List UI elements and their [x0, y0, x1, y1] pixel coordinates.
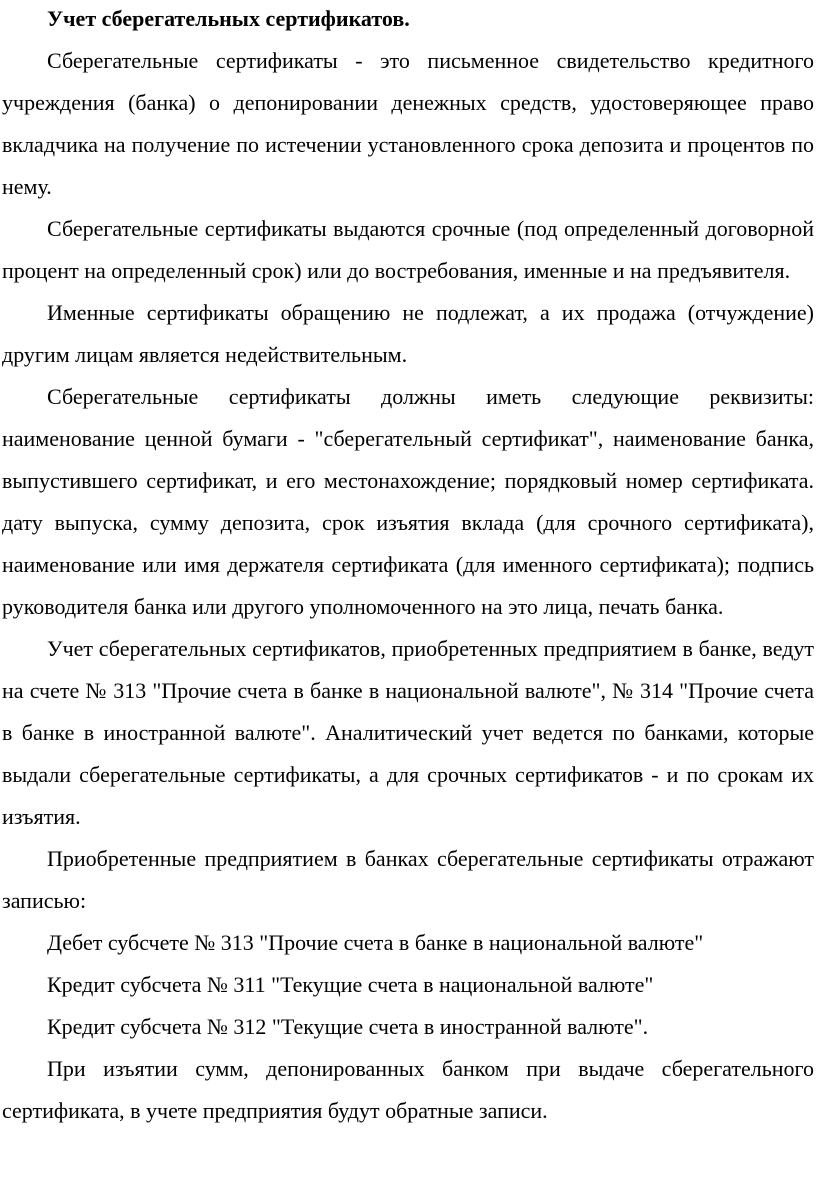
- entry-debit-313: Дебет субсчете № 313 "Прочие счета в банке в национальной валюте": [47, 930, 704, 955]
- paragraph-types: Сберегательные сертификаты выдаются срочные (под определенный договорной процент на определенный срок) или до востребования, именные и на предъявителя.: [2, 216, 814, 283]
- paragraph-requisites: Сберегательные сертификаты должны иметь следующие реквизиты: наименование ценной бумаги - "сберегательный сертификат", наименование банка, выпустившего сертификат, и его местонахождение; порядковый номер сертификата. дату выпуска, сумму депозита, срок изъятия вклада (для срочного сертификата), наименование или имя держателя сертификата (для именного сертификата); подпись руководителя банка или другого уполномоченного на это лица, печать банка.: [2, 384, 814, 619]
- paragraph-registered: Именные сертификаты обращению не подлежат, а их продажа (отчуждение) другим лицам является недействительным.: [2, 300, 814, 367]
- entry-credit-312: Кредит субсчета № 312 "Текущие счета в иностранной валюте".: [47, 1014, 649, 1039]
- paragraph-accounting: Учет сберегательных сертификатов, приобретенных предприятием в банке, ведут на счете № 313 "Прочие счета в банке в национальной валюте", № 314 "Прочие счета в банке в иностранной валюте". Аналитический учет ведется по банками, которые выдали сберегательные сертификаты, а для срочных сертификатов - и по срокам их изъятия.: [2, 636, 814, 829]
- paragraph-withdrawal: При изъятии сумм, депонированных банком при выдаче сберегательного сертификата, в учете предприятия будут обратные записи.: [2, 1056, 814, 1123]
- paragraph-entry-intro: Приобретенные предприятием в банках сберегательные сертификаты отражают записью:: [2, 846, 814, 913]
- document-title: Учет сберегательных сертификатов.: [47, 6, 410, 31]
- entry-credit-311: Кредит субсчета № 311 "Текущие счета в национальной валюте": [47, 972, 654, 997]
- paragraph-definition: Сберегательные сертификаты - это письменное свидетельство кредитного учреждения (банка) о депонировании денежных средств, удостоверяющее право вкладчика на получение по истечении установленного срока депозита и процентов по нему.: [2, 48, 814, 199]
